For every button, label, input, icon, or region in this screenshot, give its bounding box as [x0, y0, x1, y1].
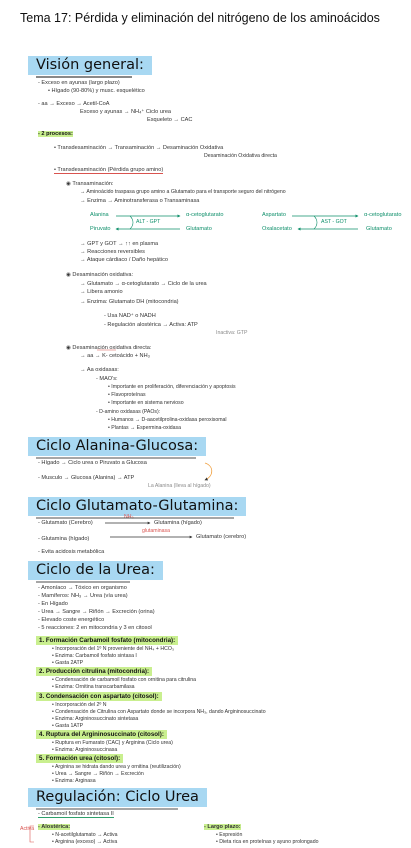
note-line: - Urea → Sangre → Riñón → Excreción (orina): [38, 609, 155, 615]
heading-ciclo-urea: Ciclo de la Urea:: [28, 561, 163, 580]
note-line: • Gasta 1ATP: [52, 723, 84, 729]
reaction-alt-gpt: ALT - GPT: [136, 219, 161, 225]
note-line: • Condensación de carbamoil fosfato con ornitina para citrulina: [52, 677, 196, 683]
note-line: - Regulación alostérica → Activa: ATP: [104, 322, 198, 328]
note-line: • Enzima: Arginasa: [52, 778, 96, 784]
regulacion-enzyme: - Carbamoil fosfato sintetasa II: [38, 811, 114, 817]
procesos-label: - 2 procesos:: [38, 131, 73, 137]
reaction-alanina: Alanina: [90, 212, 109, 218]
note-line: • Importante en sistema nervioso: [108, 400, 184, 406]
note-line: - D-amino oxidasas (PAOs):: [96, 409, 161, 415]
note-line: → Libera amonio: [80, 289, 123, 295]
note-line: • Transdesaminación → Transaminación → Desaminación Oxidativa: [54, 145, 224, 151]
heading-vision-general: Visión general:: [28, 56, 152, 75]
step-1-heading: 1. Formación Carbamoil fosfato (mitocondria):: [36, 636, 178, 645]
arrow-label-glutaminasa: glutaminasa: [142, 528, 170, 534]
reaction-aspartato: Aspartato: [262, 212, 286, 218]
note-line: ◉ Desaminación oxidativa directa:: [66, 345, 152, 351]
note-line: • Hígado (90-80%) y musc. esquelético: [48, 88, 145, 94]
reaction-akg-1: α-cetoglutarato: [186, 212, 224, 218]
arrow-label-nh3: NH₃: [124, 514, 134, 520]
note-line: - En Hígado: [38, 601, 68, 607]
note-line: → Enzima → Aminotransferasa o Transaminasa: [80, 198, 200, 204]
heading-regulacion: Regulación: Ciclo Urea: [28, 788, 207, 807]
note-line: Glutamina (hígado): [154, 520, 202, 526]
note-line: • Expresión: [216, 832, 243, 838]
step-3-heading: 3. Condensación con aspartato (citosol):: [36, 692, 162, 701]
note-line: Exceso y ayunas → NH₄⁺ Ciclo urea: [80, 109, 172, 115]
reaction-glutamato-2: Glutamato: [366, 226, 392, 232]
side-note: Activa: [20, 826, 35, 832]
note-line: • Urea → Sangre → Riñón → Excreción: [52, 771, 144, 777]
note-line: • N-acetilglutamato → Activa: [52, 832, 118, 838]
note-line: • Dieta rica en proteínas y ayuno prolongado: [216, 839, 319, 845]
note-line: - Exceso en ayunas (largo plazo): [38, 80, 120, 86]
step-4-heading: 4. Ruptura del Argininosuccinato (citosol):: [36, 730, 167, 739]
step-2-heading: 2. Producción citrulina (mitocondria):: [36, 667, 152, 676]
note-line: • Gasta 2ATP: [52, 660, 84, 666]
note-line: • Enzima: Argininosuccinasa: [52, 747, 118, 753]
note-line: • Enzima: Argininosuccinato sintetasa: [52, 716, 139, 722]
note-line: ◉ Transaminación:: [66, 181, 114, 187]
note-line: • Incorporación del 2º N: [52, 702, 107, 708]
note-line: • Arginina se hidrata dando urea y ornitina (reutilización): [52, 764, 181, 770]
note-line: • Humanos → D-aacetilprolina-oxidasa peroxisomal: [108, 417, 227, 423]
note-line: - Glutamina (hígado): [38, 536, 90, 542]
note-line: [54, 167, 163, 174]
heading-ciclo-glutamato: Ciclo Glutamato-Glutamina:: [28, 497, 246, 516]
note-line: • Arginina (exceso) → Activa: [52, 839, 118, 845]
note-line: → Enzima: Glutamato DH (mitocondria): [80, 299, 179, 305]
note-line: [38, 131, 73, 138]
note-line: → Glutamato → α-cetoglutarato → Ciclo de la urea: [80, 281, 207, 287]
reaction-glutamato-1: Glutamato: [186, 226, 212, 232]
note-line: - Amoníaco → Tóxico en organismo: [38, 585, 127, 591]
note-line: • Flavoproteínas: [108, 392, 146, 398]
note-line: Esqueleto → CAC: [147, 117, 193, 123]
note-line: → Ataque cárdiaco / Daño hepático: [80, 257, 169, 263]
note-line: • Incorporación del 1º N proveniente del NH₄ + HCO₃: [52, 646, 174, 652]
largo-plazo-label: - Largo plazo:: [204, 824, 241, 830]
note-line: - Glutamato (Cerebro): [38, 520, 93, 526]
note-line: • Enzima: Ornitina transcarbamilasa: [52, 684, 135, 690]
note-line: • Plantas → Espermina-oxidasa: [108, 425, 182, 431]
note-line: - MAO's:: [96, 376, 118, 382]
note-line: La Alanina (lleva al hígado): [148, 483, 211, 489]
note-line: • Ruptura en Fumarato (CAC) y Arginina (Ciclo urea): [52, 740, 173, 746]
transdesaminacion-label: • Transdesaminación (Pérdida grupo amino): [54, 167, 164, 173]
note-line: ◉ Desaminación oxidativa:: [66, 272, 134, 278]
note-line: - Elevado coste energético: [38, 617, 105, 623]
note-line: - Evita acidosis metabólica: [38, 549, 105, 555]
note-line: - Usa NAD⁺ o NADH: [104, 313, 156, 319]
note-line: • Condensación de Citrulina con Aspartato donde se incorpora NH₃, dando Argininosuccinato: [52, 709, 266, 715]
reaction-oxalacetato: Oxalacetato: [262, 226, 292, 232]
page-title: Tema 17: Pérdida y eliminación del nitrógeno de los aminoácidos: [20, 11, 380, 25]
note-line: - 5 reacciones: 2 en mitocondria y 3 en citosol: [38, 625, 152, 631]
note-line: → aa → K- cetoácido + NH₃: [80, 353, 150, 359]
note-line: → Aminoácido traspasa grupo amino a Glutamato para el transporte seguro del nitrógeno: [80, 189, 286, 195]
note-line: Inactiva: GTP: [216, 330, 248, 336]
note-line: - aa → Exceso → Acetil-CoA: [38, 101, 110, 107]
note-line: • Enzima: Carbamoil fosfato sintasa I: [52, 653, 137, 659]
reaction-ast-got: AST - GOT: [321, 219, 347, 225]
step-5-heading: 5. Formación urea (citosol):: [36, 754, 123, 763]
note-line: • Importante en proliferación, diferenciación y apoptosis: [108, 384, 236, 390]
note-line: → GPT y GOT → ↑↑ en plasma: [80, 241, 159, 247]
note-line: - Hígado → Ciclo urea o Piruvato a Glucosa: [38, 460, 147, 466]
note-line: → Reacciones reversibles: [80, 249, 145, 255]
reaction-piruvato: Piruvato: [90, 226, 111, 232]
note-line: [204, 824, 241, 831]
note-line: Desaminación Oxidativa directa: [204, 153, 277, 159]
heading-ciclo-alanina: Ciclo Alanina-Glucosa:: [28, 437, 206, 456]
note-line: - Mamíferos: NH₃ → Urea (vía urea): [38, 593, 128, 599]
note-line: → Aa oxidasas:: [80, 367, 119, 373]
note-line: [38, 824, 70, 831]
note-line: Glutamato (cerebro): [196, 534, 247, 540]
alosterica-label: - Alostérica:: [38, 824, 71, 830]
note-line: - Musculo → Glucosa (Alanina) → ATP: [38, 475, 135, 481]
reaction-akg-2: α-cetoglutarato: [364, 212, 402, 218]
note-line: [38, 811, 114, 818]
